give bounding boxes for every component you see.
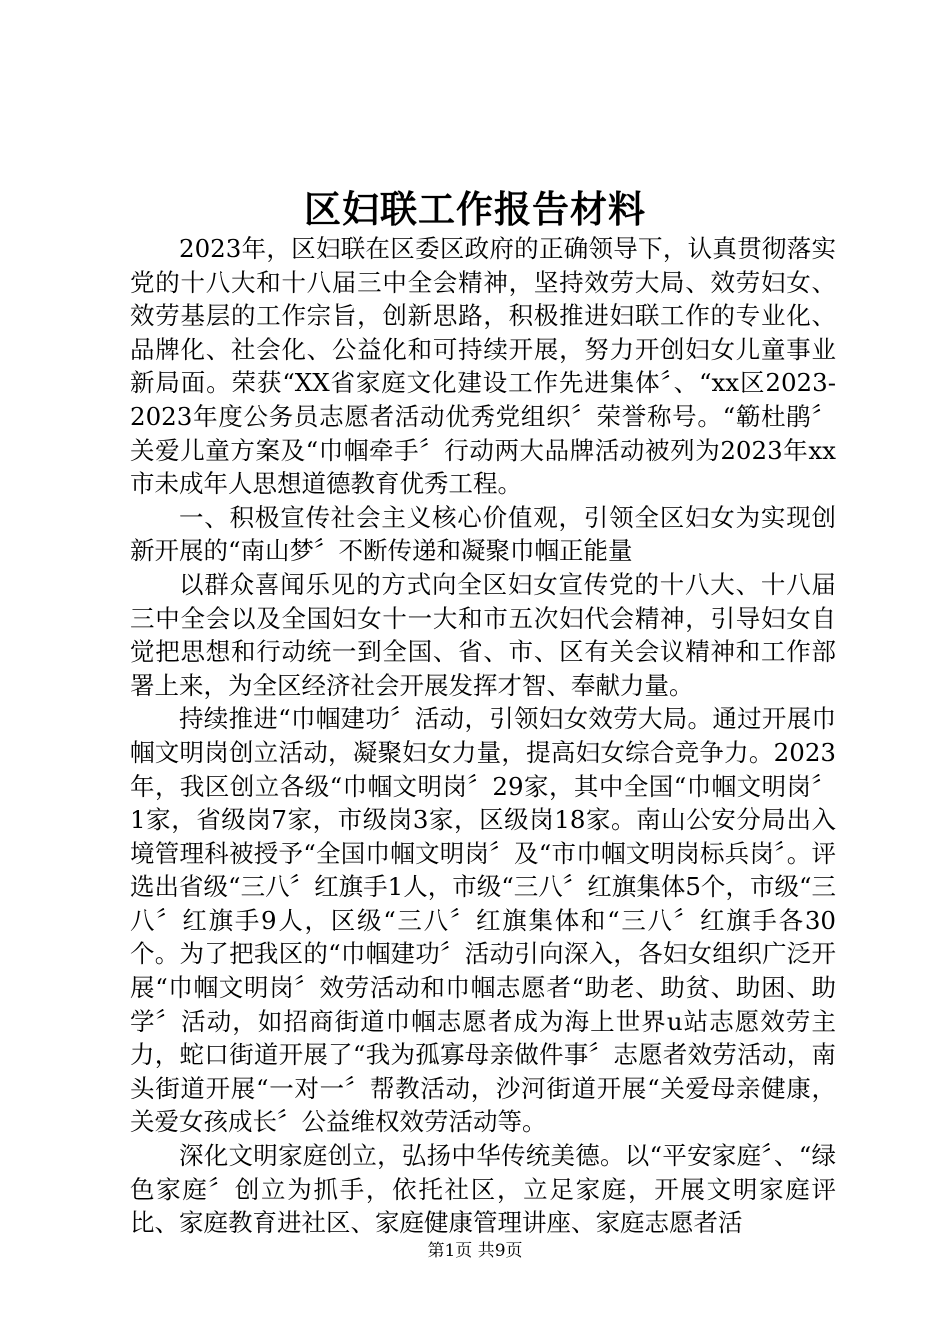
paragraph-propaganda: 以群众喜闻乐见的方式向全区妇女宣传党的十八大、十八届三中全会以及全国妇女十一大和市五次妇代会精神，引导妇女自觉把思想和行动统一到全国、省、市、区有关会议精神和工作部署上来，为全区经济社会开展发挥才智、奉献力量。 (130, 569, 836, 700)
section-heading-1: 一、积极宣传社会主义核心价值观，引领全区妇女为实现创新开展的“南山梦〞不断传递和凝聚巾帼正能量 (130, 502, 836, 566)
paragraph-jinguo-jiangong: 持续推进“巾帼建功〞活动，引领妇女效劳大局。通过开展巾帼文明岗创立活动，凝聚妇女力量，提高妇女综合竞争力。2023年，我区创立各级“巾帼文明岗〞29家，其中全国“巾帼文明岗〞1家，省级岗7家，市级岗3家，区级岗18家。南山公安分局出入境管理科被授予“全国巾帼文明岗〞及“市巾帼文明岗标兵岗〞。评选出省级“三八〞红旗手1人，市级“三八〞红旗集体5个，市级“三八〞红旗手9人，区级“三八〞红旗集体和“三八〞红旗手各30个。为了把我区的“巾帼建功〞活动引向深入，各妇女组织广泛开展“巾帼文明岗〞效劳活动和巾帼志愿者“助老、助贫、助困、助学〞活动，如招商街道巾帼志愿者成为海上世界u站志愿效劳主力，蛇口街道开展了“我为孤寡母亲做件事〞志愿者效劳活动，南头街道开展“一对一〞帮教活动，沙河街道开展“关爱母亲健康，关爱女孩成长〞公益维权效劳活动等。 (130, 704, 836, 1137)
document-body (130, 232, 836, 1240)
paragraph-intro: 2023年，区妇联在区委区政府的正确领导下，认真贯彻落实党的十八大和十八届三中全会精神，坚持效劳大局、效劳妇女、效劳基层的工作宗旨，创新思路，积极推进妇联工作的专业化、品牌化、社会化、公益化和可持续开展，努力开创妇女儿童事业新局面。荣获“XX省家庭文化建设工作先进集体〞、“xx区2023-2023年度公务员志愿者活动优秀党组织〞荣誉称号。“簕杜鹃〞关爱儿童方案及“巾帼牵手〞行动两大品牌活动被列为2023年xx市未成年人思想道德教育优秀工程。 (130, 234, 836, 499)
page-footer: 第1页 共9页 (427, 1241, 523, 1261)
document-title: 区妇联工作报告材料 (304, 187, 646, 231)
paragraph-civilized-family: 深化文明家庭创立，弘扬中华传统美德。以“平安家庭〞、“绿色家庭〞创立为抓手，依托社区，立足家庭，开展文明家庭评比、家庭教育进社区、家庭健康管理讲座、家庭志愿者活 (130, 1141, 836, 1238)
